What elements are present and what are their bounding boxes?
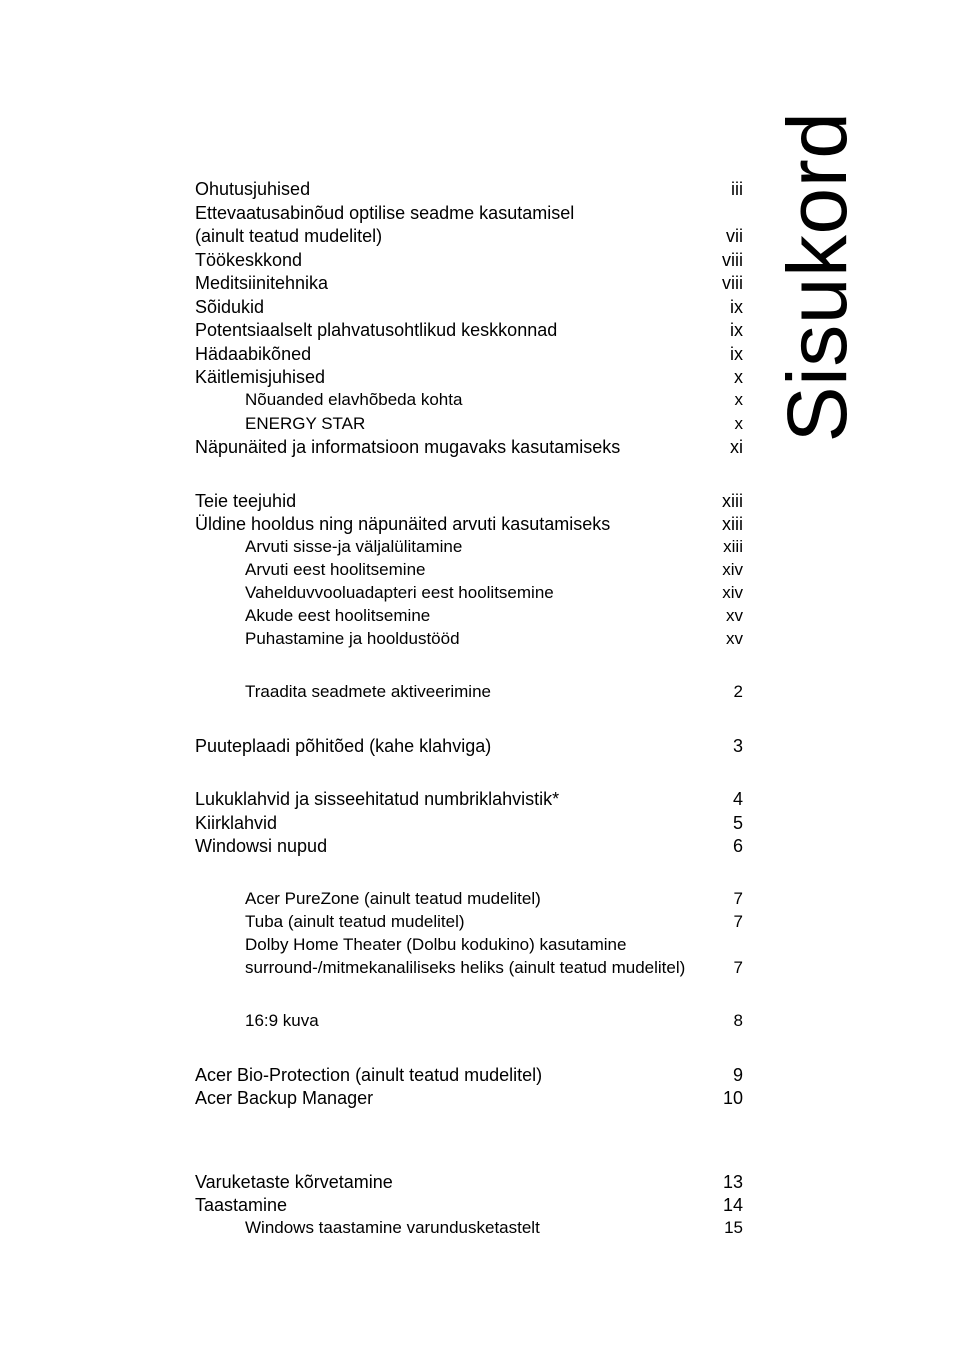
toc-entry[interactable] xyxy=(195,835,743,857)
toc-entry-label: Arvuti eest hoolitsemine xyxy=(245,560,426,579)
toc-entry-page: 7 xyxy=(733,912,743,931)
toc-entry-label: Teie teejuhid xyxy=(195,491,297,511)
toc-subentry[interactable] xyxy=(245,605,743,627)
toc-entry-label: Arvuti sisse-ja väljalülitamine xyxy=(245,537,463,556)
toc-subentry[interactable] xyxy=(245,888,743,910)
toc-entry[interactable] xyxy=(195,788,743,810)
toc-entry-page: 3 xyxy=(732,736,743,756)
toc-entry[interactable] xyxy=(195,178,743,200)
toc-subentry[interactable] xyxy=(245,681,743,703)
toc-entry-page: viii xyxy=(722,250,743,270)
toc-entry-page: xiv xyxy=(722,583,743,602)
toc-entry-label: Üldine hooldus ning näpunäited arvuti kasutamiseks xyxy=(195,514,611,534)
toc-subentry[interactable] xyxy=(245,1010,743,1032)
toc-entry[interactable] xyxy=(195,1171,743,1193)
toc-entry-label: Ohutusjuhised xyxy=(195,179,311,199)
toc-entry-page: xi xyxy=(730,437,743,457)
toc-entry[interactable] xyxy=(195,272,743,294)
toc-entry-label: 16:9 kuva xyxy=(245,1011,319,1030)
toc-entry-page: x xyxy=(734,414,743,433)
toc-subentry[interactable] xyxy=(245,911,743,933)
toc-entry[interactable] xyxy=(195,490,743,512)
toc-entry-label: Käitlemisjuhised xyxy=(195,367,326,387)
toc-subentry[interactable] xyxy=(245,957,743,979)
toc-entry[interactable] xyxy=(195,436,743,458)
toc-entry-page: xv xyxy=(726,629,743,648)
toc-entry[interactable] xyxy=(195,812,743,834)
toc-entry-label: Windows taastamine varundusketastelt xyxy=(245,1218,540,1237)
toc-entry-page: xiii xyxy=(722,514,743,534)
toc-entry[interactable] xyxy=(195,296,743,318)
toc-entry[interactable] xyxy=(195,366,743,388)
toc-entry-page: 14 xyxy=(722,1195,743,1215)
toc-entry-page: xiii xyxy=(722,491,743,511)
page-title-text: Sisukord xyxy=(770,111,864,443)
toc-entry-page: ix xyxy=(730,344,743,364)
toc-entry-page: 2 xyxy=(733,682,743,701)
toc-entry-page: x xyxy=(734,367,743,387)
toc-entry-label: Taastamine xyxy=(195,1195,288,1215)
toc-entry-label: Puuteplaadi põhitõed (kahe klahviga) xyxy=(195,736,492,756)
toc-entry-label: surround-/mitmekanaliliseks heliks (ainult teatud mudelitel) xyxy=(245,958,686,977)
toc-entry[interactable] xyxy=(195,1064,743,1086)
toc-entry[interactable] xyxy=(195,1194,743,1216)
toc-entry-page: xiii xyxy=(723,537,743,556)
toc-entry-label: Meditsiinitehnika xyxy=(195,273,329,293)
toc-subentry[interactable] xyxy=(245,536,743,558)
toc-entry-label: Vahelduvvooluadapteri eest hoolitsemine xyxy=(245,583,554,602)
toc-entry-label: Sõidukid xyxy=(195,297,265,317)
toc-entry-page: ix xyxy=(730,320,743,340)
toc-entry-page: 7 xyxy=(733,889,743,908)
toc-entry[interactable] xyxy=(195,319,743,341)
toc-entry-label: Potentsiaalselt plahvatusohtlikud keskkonnad xyxy=(195,320,558,340)
toc-entry-page: 4 xyxy=(732,789,743,809)
toc-entry[interactable] xyxy=(195,343,743,365)
toc-subentry[interactable] xyxy=(245,582,743,604)
toc-entry-label: ENERGY STAR xyxy=(245,414,366,433)
toc-entry-label: Windowsi nupud xyxy=(195,836,328,856)
toc-entry-label: Dolby Home Theater (Dolbu kodukino) kasutamine xyxy=(245,935,627,954)
toc-entry-label: Lukuklahvid ja sisseehitatud numbriklahvistik* xyxy=(195,789,560,809)
toc-entry[interactable] xyxy=(195,225,743,247)
toc-entry-page: vii xyxy=(726,226,743,246)
toc-subentry[interactable] xyxy=(245,628,743,650)
toc-entry-label: Puhastamine ja hooldustööd xyxy=(245,629,460,648)
toc-entry-page: viii xyxy=(722,273,743,293)
toc-subentry[interactable] xyxy=(245,934,743,956)
toc-entry-label: Acer PureZone (ainult teatud mudelitel) xyxy=(245,889,541,908)
toc-subentry[interactable] xyxy=(245,389,743,411)
toc-entry-label: Traadita seadmete aktiveerimine xyxy=(245,682,491,701)
toc-entry-label: Kiirklahvid xyxy=(195,813,278,833)
toc-entry-page: 6 xyxy=(732,836,743,856)
toc-entry[interactable] xyxy=(195,202,743,224)
toc-entry[interactable] xyxy=(195,1087,743,1109)
toc-entry-page: 7 xyxy=(733,958,743,977)
toc-entry-page: ix xyxy=(730,297,743,317)
toc-entry[interactable] xyxy=(195,513,743,535)
toc-entry-page: 5 xyxy=(732,813,743,833)
toc-entry-page: iii xyxy=(731,179,743,199)
toc-entry-page: 8 xyxy=(733,1011,743,1030)
toc-entry-label: Ettevaatusabinõud optilise seadme kasutamisel xyxy=(195,203,575,223)
toc-subentry[interactable] xyxy=(245,413,743,435)
toc-entry-label: Tuba (ainult teatud mudelitel) xyxy=(245,912,465,931)
toc-entry-label: Acer Bio-Protection (ainult teatud mudelitel) xyxy=(195,1065,543,1085)
toc-entry-page: 9 xyxy=(732,1065,743,1085)
toc-entry[interactable] xyxy=(195,249,743,271)
toc-entry-label: Acer Backup Manager xyxy=(195,1088,374,1108)
toc-entry-label: (ainult teatud mudelitel) xyxy=(195,226,383,246)
toc-entry-page: 15 xyxy=(724,1218,743,1237)
toc-subentry[interactable] xyxy=(245,1217,743,1239)
toc-entry-label: Nõuanded elavhõbeda kohta xyxy=(245,390,463,409)
toc-entry-label: Töökeskkond xyxy=(195,250,303,270)
toc-entry-page: x xyxy=(734,390,743,409)
toc-entry[interactable] xyxy=(195,735,743,757)
toc-subentry[interactable] xyxy=(245,559,743,581)
toc-entry-label: Varuketaste kõrvetamine xyxy=(195,1172,393,1192)
toc-entry-page: xv xyxy=(726,606,743,625)
toc-entry-label: Hädaabikõned xyxy=(195,344,312,364)
toc-entry-label: Näpunäited ja informatsioon mugavaks kasutamiseks xyxy=(195,437,621,457)
toc-entry-page: xiv xyxy=(722,560,743,579)
toc-entry-label: Akude eest hoolitsemine xyxy=(245,606,431,625)
toc-entry-page: 13 xyxy=(722,1172,743,1192)
toc-entry-page: 10 xyxy=(722,1088,743,1108)
